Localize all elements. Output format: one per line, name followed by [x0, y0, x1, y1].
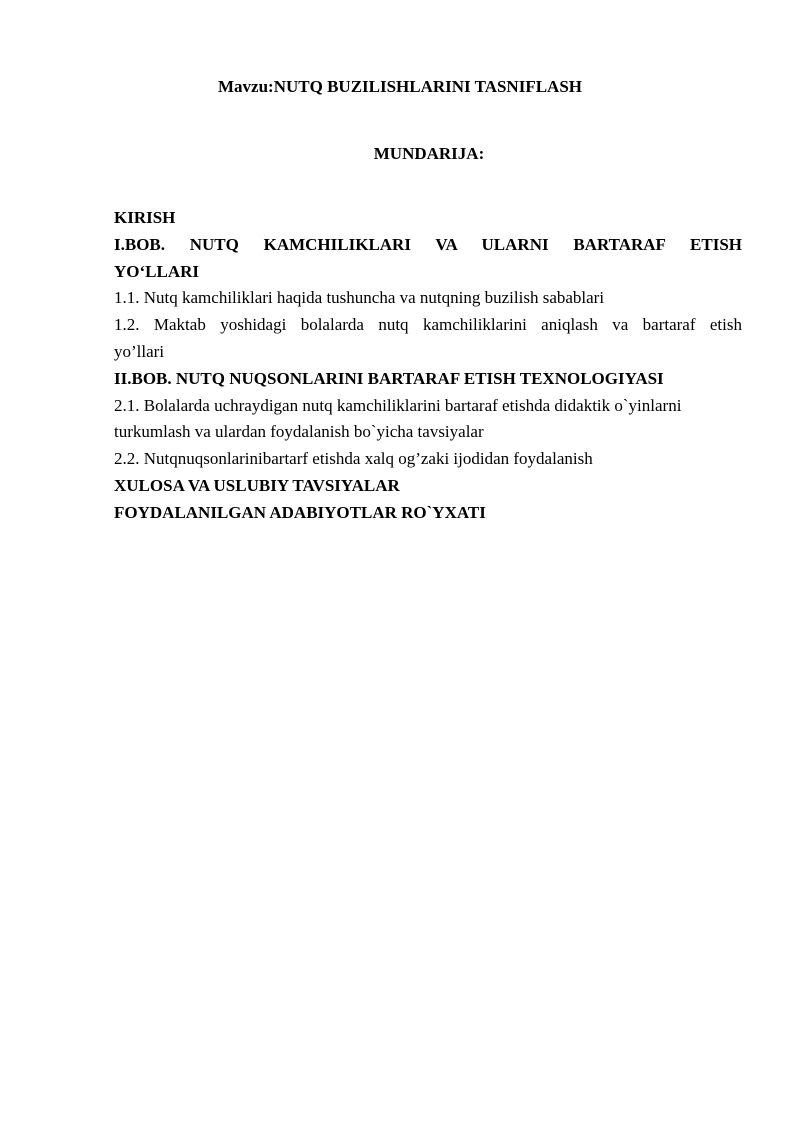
toc-chapter-1-continuation: YO‘LLARI	[114, 261, 200, 281]
toc-chapter-1: I.BOB. NUTQ KAMCHILIKLARI VA ULARNI BARTARAF ETISH	[114, 234, 742, 254]
toc-section-2-1-continuation: turkumlash va ulardan foydalanish bo`yicha tavsiyalar	[114, 422, 484, 442]
toc-section-1-2: 1.2. Maktab yoshidagi bolalarda nutq kamchiliklarini aniqlash va bartaraf etish	[114, 315, 742, 335]
toc-section-2-2: 2.2. Nutqnuqsonlarinibartarf etishda xalq og’zaki ijodidan foydalanish	[114, 449, 593, 469]
toc-section-2-1: 2.1. Bolalarda uchraydigan nutq kamchiliklarini bartaraf etishda didaktik o`yinlarni	[114, 395, 682, 415]
toc-section-1-2-continuation: yo’llari	[114, 341, 165, 361]
contents-heading: MUNDARIJA:	[373, 144, 485, 163]
toc-section-1-1: 1.1. Nutq kamchiliklari haqida tushuncha va nutqning buzilish sabablari	[114, 288, 605, 308]
toc-references: FOYDALANILGAN ADABIYOTLAR RO`YXATI	[114, 502, 486, 522]
toc-intro: KIRISH	[114, 208, 176, 227]
table-of-contents	[114, 205, 742, 527]
toc-conclusion: XULOSA VA USLUBIY TAVSIYALAR	[114, 475, 400, 495]
document-title: Mavzu:NUTQ BUZILISHLARINI TASNIFLASH	[218, 77, 582, 96]
toc-chapter-2: II.BOB. NUTQ NUQSONLARINI BARTARAF ETISH TEXNOLOGIYASI	[114, 368, 664, 388]
